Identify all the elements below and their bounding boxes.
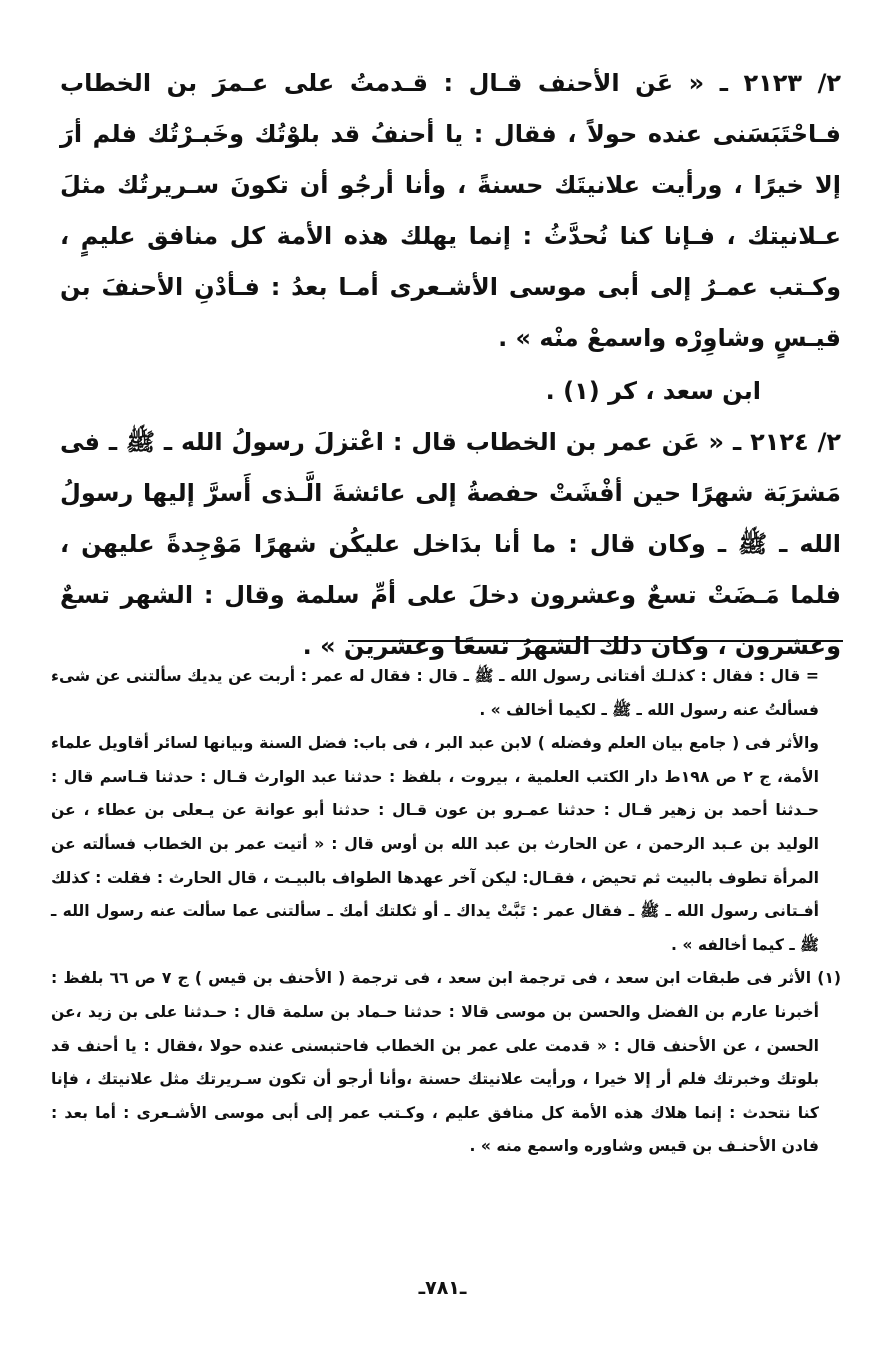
- hadith-2123: ٢/ ٢١٢٣ ـ « عَن الأحنف قـال : قـدمتُ على عـمرَ بن الخطاب فـاحْتَبَسَنى عنده حولاً ، فقال : يا أحنفُ قد بلوْتُك وخَبـرْتُك فلم أرَ إلا خيرًا ، ورأيت علانيتَك حسنةً ، وأنا أرجُو أن تكونَ سـريرتُك مثلَ عـلانيتك ، فـإنا كنا نُحدَّثُ : إنما يهلك هذه الأمة كل منافق عليمٍ ، وكـتب عمـرُ إلى أبى موسى الأشـعرى أمـا بعدُ : فـأدْنِ الأحنفَ بن قيـسٍ وشاوِرْه واسمعْ منْه » .: [60, 69, 841, 352]
- hadith-2123-source: ابن سعد ، كر (١) .: [545, 377, 761, 405]
- footnote-continuation-1: = قال : فقال : كذلـك أفتانى رسول الله ـ ﷺ ـ قال : فقال له عمر : أربت عن يديك سألتنى عن شىء فسألتُ عنه رسول الله ـ ﷺ ـ لكيما أخالف » .: [51, 667, 819, 719]
- hadith-2124: ٢/ ٢١٢٤ ـ « عَن عمر بن الخطاب قال : اعْتزلَ رسولُ الله ـ ﷺ ـ فى مَشرَبَة شهرًا حين أفْشَتْ حفصةُ إلى عائشةَ الَّـذى أَسرَّ إليها رسولُ الله ـ ﷺ ـ وكان قال : ما أنا بدَاخل عليكُن شهرًا مَوْجِدةً عليهن ، فلما مَـضَتْ تسعٌ وعشرون دخلَ على أمِّ سلمة وقال : الشهر تسعٌ وعشرون ، وكان ذلك الشهرُ تسعًا وعشرين » .: [60, 428, 841, 660]
- page-number: ـ٧٨١ـ: [418, 1277, 467, 1299]
- footnote-1: (١) الأثر فى طبقات ابن سعد ، فى ترجمة ابن سعد ، فى ترجمة ( الأحنف بن قيس ) ج ٧ ص ٦٦ بلفظ : أخبرنا عارم بن الفضل والحسن بن موسى قالا : حدثنا حـماد بن سلمة قال : حـدثنا على بن زيد ،عن الحسن ، عن الأحنف قال : « قدمت على عمر بن الخطاب فاحتبسنى عنده حولا ،فقال : يا أحنف قد بلوتك وخبرتك فلم أر إلا خيرا ، ورأيت علانيتك حسنة ،وأنا أرجو أن تكون سـريرتك مثل علانيتك ، فإنا كنا نتحدث : إنما هلاك هذه الأمة كل منافق عليم ، وكـتب عمر إلى أبى موسى الأشـعرى : أما بعد : فادن الأحنـف بن قيس وشاوره واسمع منه » .: [51, 969, 841, 1156]
- footnotes: [51, 660, 841, 1164]
- main-text: [60, 58, 841, 672]
- footnote-divider: [348, 640, 843, 642]
- footnote-continuation-2: والأثر فى ( جامع بيان العلم وفضله ) لابن عبد البر ، فى باب: فضل السنة وبيانها لسائر أقاويل علماء الأمة، ج ٢ ص ١٩٨ط دار الكتب العلمية ، بيروت ، بلفظ : حدثنا عبد الوارث قـال : حدثنا قـاسم قال : حـدثنا أحمد بن زهير قـال : حدثنا عمـرو بن عون قـال : حدثنا أبو عوانة عن يـعلى بن عطاء ، عن الوليد بن عـبد الرحمن ، عن الحارث بن عبد الله بن أوس قال : « أتيت عمر بن الخطاب فسألته عن المرأة تطوف بالبيت ثم تحيض ، فقـال: ليكن آخر عهدها الطواف بالبيـت ، قال الحارث : فقلت : كذلك أفـتانى رسول الله ـ ﷺ ـ فقال عمر : تَبَّتْ يداك ـ أو ثكلتك أمك ـ سألتنى عما سألت عنه رسول الله ـ ﷺ ـ كيما أخالفه » .: [51, 734, 820, 954]
